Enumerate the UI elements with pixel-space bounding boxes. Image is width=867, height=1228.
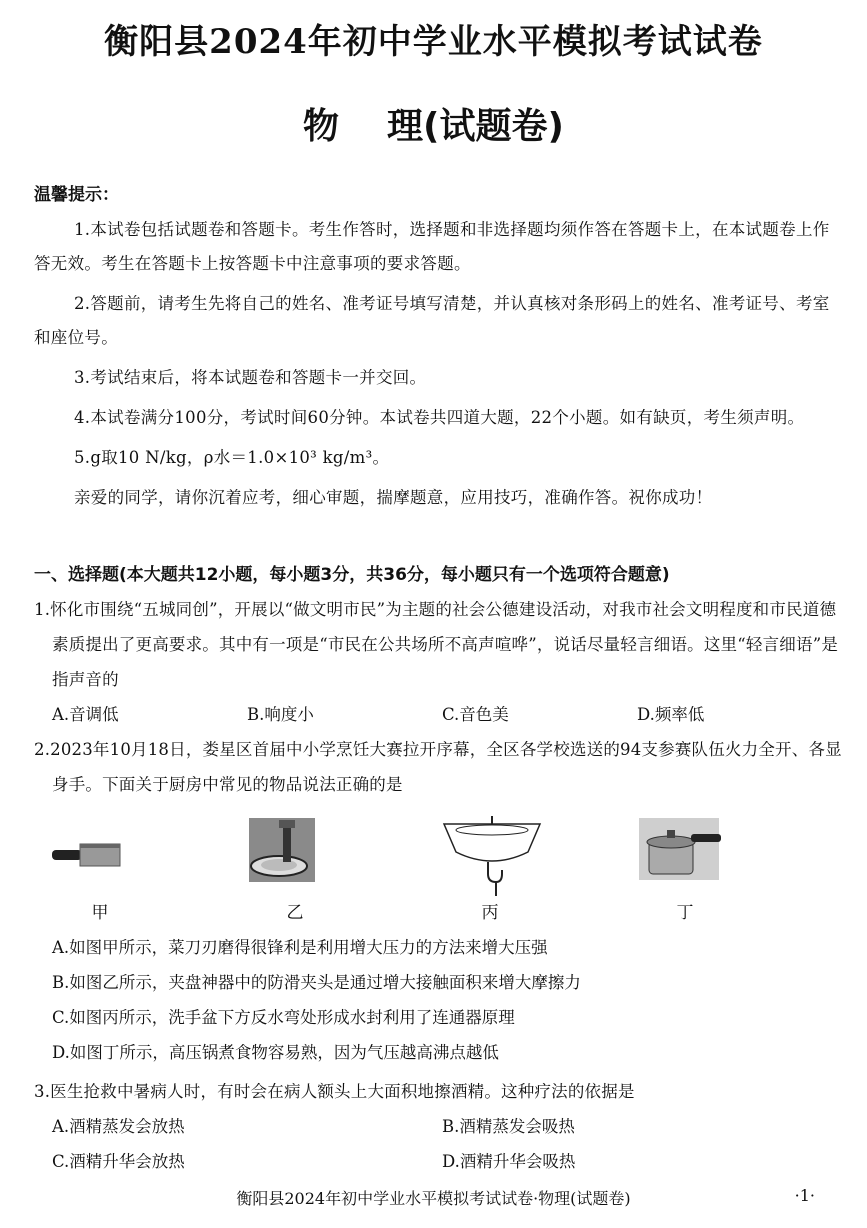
question-stem: 1.怀化市围绕“五城同创”，开展以“做文明市民”为主题的社会公德建设活动，对我市社会文明程度和市民道德素质提出了更高要求。其中有一项是“市民在公共场所不高声喧哗”，说话尽量轻言细语。这里“轻言细语”是指声音的 bbox=[34, 600, 839, 689]
page-footer: 衡阳县2024年初中学业水平模拟考试试卷·物理(试题卷) bbox=[236, 1189, 631, 1208]
option-c: C.如图丙所示，洗手盆下方反水弯处形成水封利用了连通器原理 bbox=[52, 1008, 515, 1027]
figure-row bbox=[40, 812, 800, 922]
option-c: C.音色美 bbox=[442, 705, 509, 724]
option-d: D.频率低 bbox=[637, 705, 705, 724]
page-number: ·1· bbox=[794, 1186, 815, 1205]
options-row bbox=[34, 697, 844, 732]
question-1 bbox=[34, 592, 844, 732]
washbasin-image bbox=[440, 812, 550, 898]
tip-item: 2.答题前，请考生先将自己的姓名、准考证号填写清楚，并认真核对条形码上的姓名、准考证号、考室和座位号。 bbox=[34, 294, 830, 347]
figure-ding bbox=[635, 812, 735, 922]
option-d: D.酒精升华会吸热 bbox=[442, 1152, 576, 1171]
option-b: B.酒精蒸发会吸热 bbox=[442, 1117, 575, 1136]
tip-item: 1.本试卷包括试题卷和答题卡。考生作答时，选择题和非选择题均须作答在答题卡上，在本试题卷上作答无效。考生在答题卡上按答题卡中注意事项的要求答题。 bbox=[34, 220, 830, 273]
tip-item: 5.g取10 N/kg，ρ水＝1.0×10³ kg/m³。 bbox=[74, 448, 390, 467]
section-heading: 一、选择题(本大题共12小题，每小题3分，共36分，每小题只有一个选项符合题意) bbox=[34, 565, 670, 585]
option-a: A.酒精蒸发会放热 bbox=[52, 1117, 185, 1136]
options-row bbox=[34, 1109, 844, 1144]
question-stem: 2.2023年10月18日，娄星区首届中小学烹饪大赛拉开序幕，全区各学校选送的94支参赛队伍火力全开、各显身手。下面关于厨房中常见的物品说法正确的是 bbox=[34, 740, 842, 794]
option-d: D.如图丁所示，高压锅煮食物容易熟，因为气压越高沸点越低 bbox=[52, 1043, 499, 1062]
figure-caption: 丁 bbox=[676, 903, 694, 923]
option-a: A.如图甲所示，菜刀刃磨得很锋利是利用增大压力的方法来增大压强 bbox=[52, 938, 548, 957]
tips-list bbox=[34, 213, 838, 521]
figure-bing bbox=[440, 812, 540, 922]
figure-caption: 乙 bbox=[286, 903, 304, 923]
question-3 bbox=[34, 1074, 844, 1179]
pressure-cooker-image bbox=[635, 812, 735, 892]
exam-title: 衡阳县2024年初中学业水平模拟考试试卷 bbox=[104, 22, 763, 62]
option-b: B.如图乙所示，夹盘神器中的防滑夹头是通过增大接触面积来增大摩擦力 bbox=[52, 973, 581, 992]
tips-heading: 温馨提示： bbox=[34, 185, 119, 205]
subject-char: 物 bbox=[303, 106, 340, 147]
figure-jia bbox=[50, 812, 150, 922]
tip-item: 亲爱的同学，请你沉着应考，细心审题，揣摩题意，应用技巧，准确作答。祝你成功！ bbox=[74, 488, 713, 507]
cleaver-image bbox=[50, 812, 150, 892]
tip-item: 3.考试结束后，将本试题卷和答题卡一并交回。 bbox=[74, 368, 427, 387]
question-stem: 3.医生抢救中暑病人时，有时会在病人额头上大面积地擦酒精。这种疗法的依据是 bbox=[34, 1082, 635, 1101]
question-2 bbox=[34, 732, 844, 802]
question-2-options bbox=[34, 930, 844, 1070]
subject-title bbox=[0, 98, 867, 149]
tip-item: 4.本试卷满分100分，考试时间60分钟。本试卷共四道大题，22个小题。如有缺页，考生须声明。 bbox=[74, 408, 805, 427]
subject-rest: 理(试题卷) bbox=[387, 106, 564, 147]
figure-yi bbox=[245, 812, 345, 922]
figure-caption: 甲 bbox=[91, 903, 109, 923]
figure-caption: 丙 bbox=[481, 903, 499, 923]
option-c: C.酒精升华会放热 bbox=[52, 1152, 185, 1171]
option-a: A.音调低 bbox=[52, 705, 119, 724]
option-b: B.响度小 bbox=[247, 705, 314, 724]
options-row bbox=[34, 1144, 844, 1179]
plate-clip-image bbox=[245, 812, 345, 892]
